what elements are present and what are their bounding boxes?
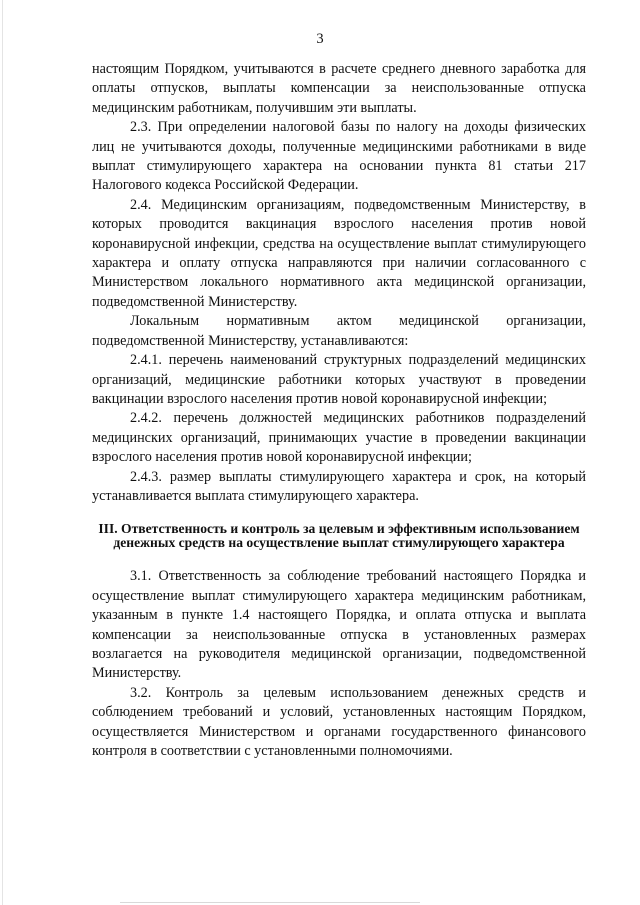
- paragraph-2-3: 2.3. При определении налоговой базы по налогу на доходы физических лиц не учитываются доходы, полученные медицинскими работниками в виде выплат стимулирующего характера на основании пункта 81 статьи 217 Налогового кодекса Российской Федерации.: [92, 119, 586, 194]
- scan-bottom-mark: [120, 902, 420, 903]
- paragraph-3-2: 3.2. Контроль за целевым использованием денежных средств и соблюдением требований и условий, установленных настоящим Порядком, осуществляется Министерством и органами государственного финансового контроля в соответствии с установленными полномочиями.: [92, 684, 586, 759]
- paragraph-3-1: 3.1. Ответственность за соблюдение требований настоящего Порядка и осуществление выплат стимулирующего характера медицинским работникам, указанным в пункте 1.4 настоящего Порядка, и оплата отпуска и выплата компенсации за неиспользованные отпуска в установленных размерах возлагается на руководителя медицинской организации, подведомственной Министерству.: [92, 568, 586, 682]
- paragraph-continuation: настоящим Порядком, учитываются в расчете среднего дневного заработка для оплаты отпусков, выплаты компенсации за неиспользованные отпуска медицинским работникам, получившим эти выплаты.: [92, 61, 586, 116]
- scan-edge-mark: [2, 0, 3, 905]
- paragraph-local-act: Локальным нормативным актом медицинской организации, подведомственной Министерству, устанавливаются:: [92, 313, 586, 349]
- page-number: 3: [316, 31, 324, 47]
- paragraph-2-4: 2.4. Медицинским организациям, подведомственным Министерству, в которых проводится вакцинация взрослого населения против новой коронавирусной инфекции, средства на осуществление выплат стимулирующего характера и оплату отпуска направляются при наличии согласованного с Министерством локального нормативного акта медицинской организации, подведомственной Министерству.: [92, 196, 586, 310]
- paragraph-2-4-1: 2.4.1. перечень наименований структурных подразделений медицинских организаций, медицинские работники которых участвуют в проведении вакцинации взрослого населения против новой коронавирусной инфекции;: [92, 352, 586, 407]
- document-body: [92, 60, 586, 761]
- paragraph-2-4-2: 2.4.2. перечень должностей медицинских работников подразделений медицинских организаций, принимающих участие в проведении вакцинации взрослого населения против новой коронавирусной инфекции;: [92, 410, 586, 466]
- paragraph-2-4-3: 2.4.3. размер выплаты стимулирующего характера и срок, на который устанавливается выплата стимулирующего характера.: [92, 468, 586, 504]
- section-3-heading: III. Ответственность и контроль за целевым и эффективным использованием денежных средств на осуществление выплат стимулирующего характера: [98, 521, 580, 550]
